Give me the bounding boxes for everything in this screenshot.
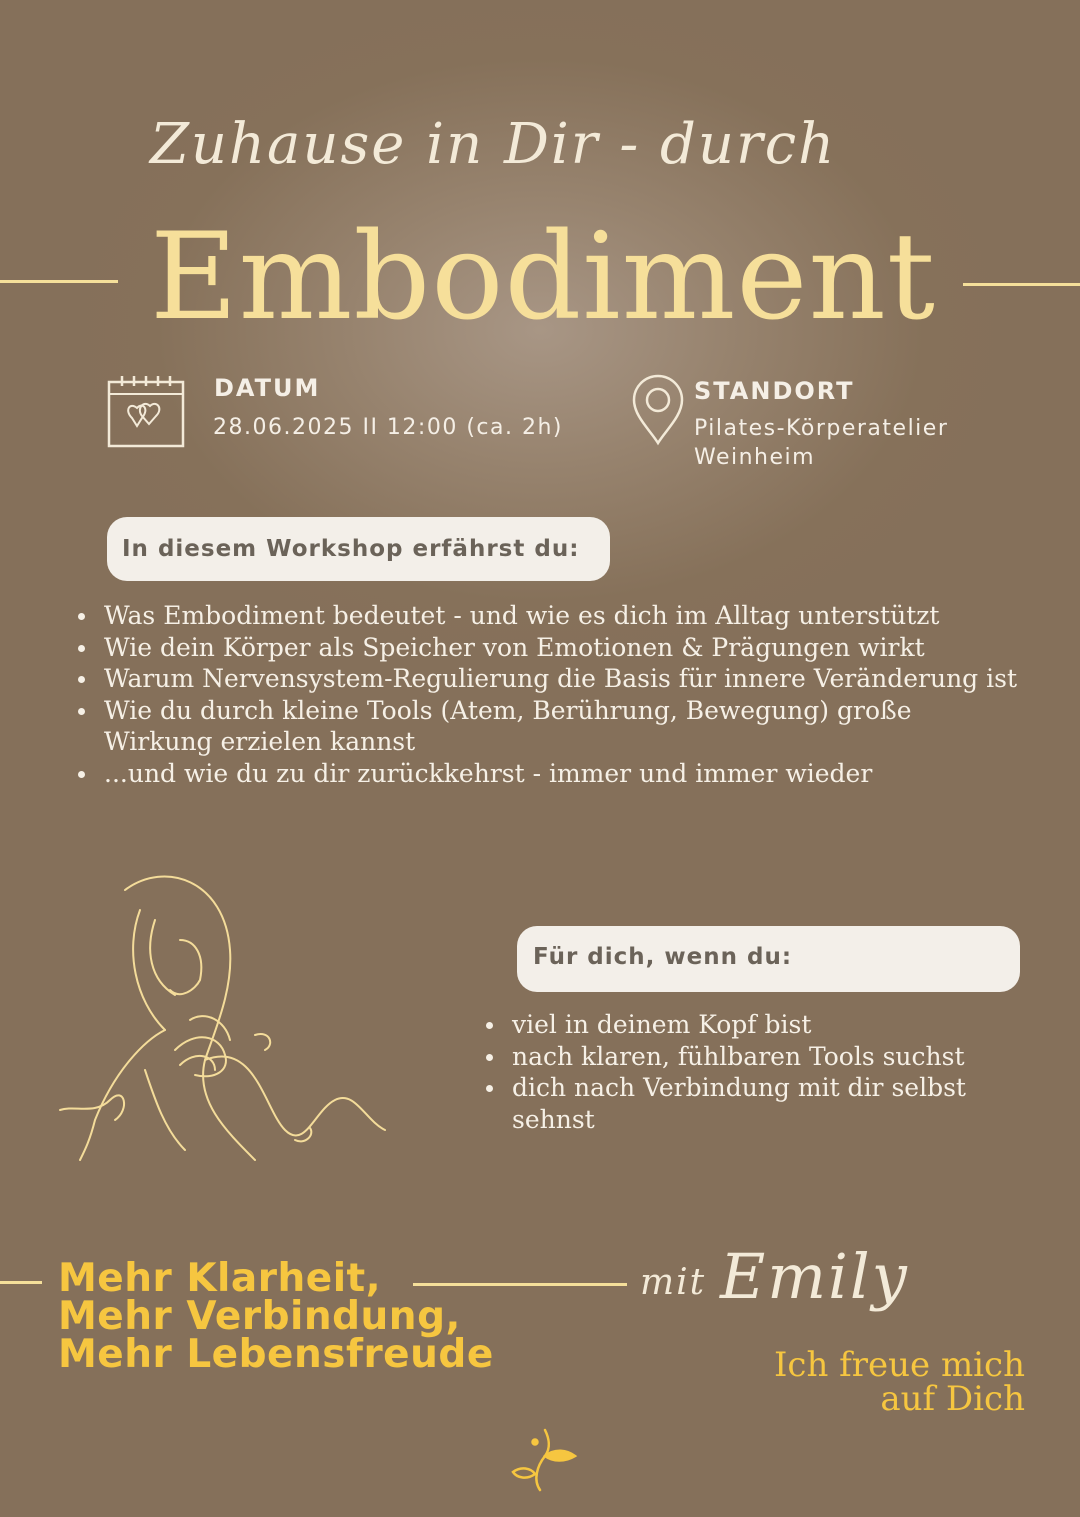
woman-hands-on-heart-line-art-icon	[55, 870, 395, 1170]
calendar-hearts-icon	[106, 374, 186, 450]
tagline-rule-left	[0, 1281, 42, 1284]
list-item: dich nach Verbindung mit dir selbst sehnst	[484, 1072, 1044, 1135]
location-line1: Pilates-Körperatelier	[694, 416, 949, 441]
list-item: Warum Nervensystem-Regulierung die Basis für innere Veränderung ist	[76, 663, 1026, 695]
page-title: Embodiment	[150, 208, 936, 347]
workshop-list	[76, 600, 1026, 789]
greeting-line2: auf Dich	[880, 1379, 1025, 1419]
location-line2: Weinheim	[694, 445, 816, 470]
script-title: Zuhause in Dir - durch	[150, 112, 837, 177]
location-label: STANDORT	[694, 377, 855, 405]
map-pin-icon	[630, 374, 686, 446]
tagline-rule-middle	[413, 1283, 627, 1286]
tagline-line2: Mehr Verbindung,	[58, 1294, 461, 1339]
tagline-line3: Mehr Lebensfreude	[58, 1332, 494, 1377]
sprout-leaf-logo-icon	[505, 1422, 580, 1494]
list-item: ...und wie du zu dir zurückkehrst - immer und immer wieder	[76, 758, 1026, 790]
audience-list	[484, 1009, 1044, 1135]
list-item: Was Embodiment bedeutet - und wie es dich im Alltag unterstützt	[76, 600, 1026, 632]
audience-heading: Für dich, wenn du:	[517, 926, 1020, 992]
date-value: 28.06.2025 II 12:00 (ca. 2h)	[213, 415, 563, 440]
workshop-heading: In diesem Workshop erfährst du:	[107, 517, 610, 581]
host-prefix: mit	[640, 1262, 707, 1303]
host-name: Emily	[720, 1240, 909, 1313]
tagline-line1: Mehr Klarheit,	[58, 1256, 382, 1301]
list-item: Wie dein Körper als Speicher von Emotionen & Prägungen wirkt	[76, 632, 1026, 664]
list-item: Wie du durch kleine Tools (Atem, Berührung, Bewegung) große Wirkung erzielen kannst	[76, 695, 1026, 758]
list-item: nach klaren, fühlbaren Tools suchst	[484, 1041, 1044, 1073]
headline-rule-left	[0, 280, 118, 283]
date-label: DATUM	[214, 374, 321, 402]
greeting-line1: Ich freue mich	[773, 1345, 1025, 1385]
headline-rule-right	[963, 283, 1080, 286]
list-item: viel in deinem Kopf bist	[484, 1009, 1044, 1041]
